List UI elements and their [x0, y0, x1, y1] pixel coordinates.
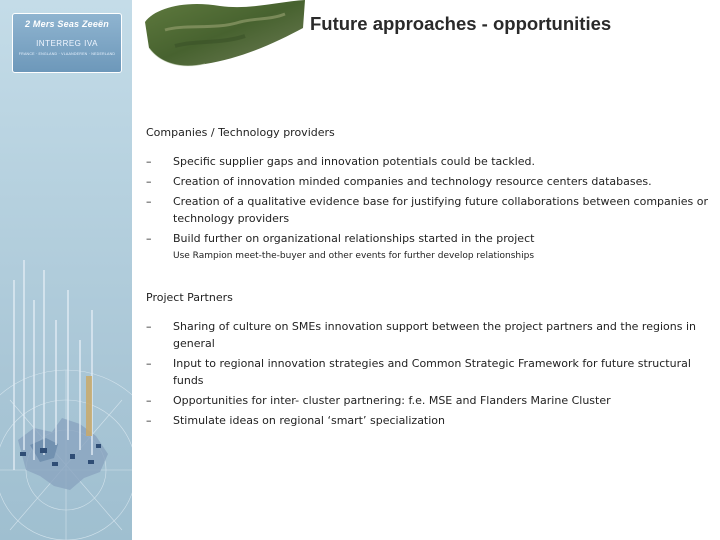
programme-logo	[12, 13, 122, 73]
bullet-dash: –	[146, 232, 152, 245]
list-item	[146, 318, 716, 352]
section-companies	[146, 124, 716, 263]
list-item-text: Creation of a qualitative evidence base for justifying future collaborations between companies or technology providers	[173, 195, 709, 225]
bullet-dash: –	[146, 155, 152, 168]
list-item	[146, 173, 716, 190]
list-item	[146, 153, 716, 170]
logo-name: 2 Mers Seas Zeeën	[25, 19, 109, 29]
list-item-text: Specific supplier gaps and innovation potentials could be tackled.	[173, 155, 536, 168]
bullet-dash: –	[146, 175, 152, 188]
sub-note: Use Rampion meet-the-buyer and other events for further develop relationships	[173, 251, 535, 261]
list-item-text: Creation of innovation minded companies and technology resource centers databases.	[173, 175, 652, 188]
list-item-text: Input to regional innovation strategies and Common Strategic Framework for future structural funds	[173, 357, 691, 387]
slide-content	[146, 120, 716, 432]
sidebar-panel	[0, 0, 132, 540]
list-item-text: Sharing of culture on SMEs innovation support between the project partners and the regions in general	[173, 320, 696, 350]
bullet-dash: –	[146, 357, 152, 370]
slide-title: Future approaches - opportunities	[310, 13, 612, 34]
section-heading: Companies / Technology providers	[146, 126, 335, 139]
logo-countries: FRANCE · ENGLAND · VLAANDEREN · NEDERLAND	[18, 52, 116, 56]
section-heading: Project Partners	[146, 291, 233, 304]
list-item-text: Stimulate ideas on regional ‘smart’ specialization	[173, 414, 446, 427]
bullet-list	[146, 153, 716, 247]
logo-programme: INTERREG IVA	[36, 39, 98, 48]
europe-map-decoration	[0, 240, 132, 540]
list-item	[146, 355, 716, 389]
bullet-dash: –	[146, 195, 152, 208]
list-item	[146, 193, 716, 227]
list-item-text: Build further on organizational relationships started in the project	[173, 232, 535, 245]
list-item	[146, 392, 716, 409]
bullet-dash: –	[146, 320, 152, 333]
bullet-dash: –	[146, 414, 152, 427]
section-project-partners	[146, 289, 716, 429]
list-item	[146, 412, 716, 429]
list-item-text: Opportunities for inter- cluster partnering: f.e. MSE and Flanders Marine Cluster	[173, 394, 611, 407]
bullet-dash: –	[146, 394, 152, 407]
bullet-list	[146, 318, 716, 429]
list-item	[146, 230, 716, 247]
coastline-aerial-photo	[145, 0, 305, 72]
